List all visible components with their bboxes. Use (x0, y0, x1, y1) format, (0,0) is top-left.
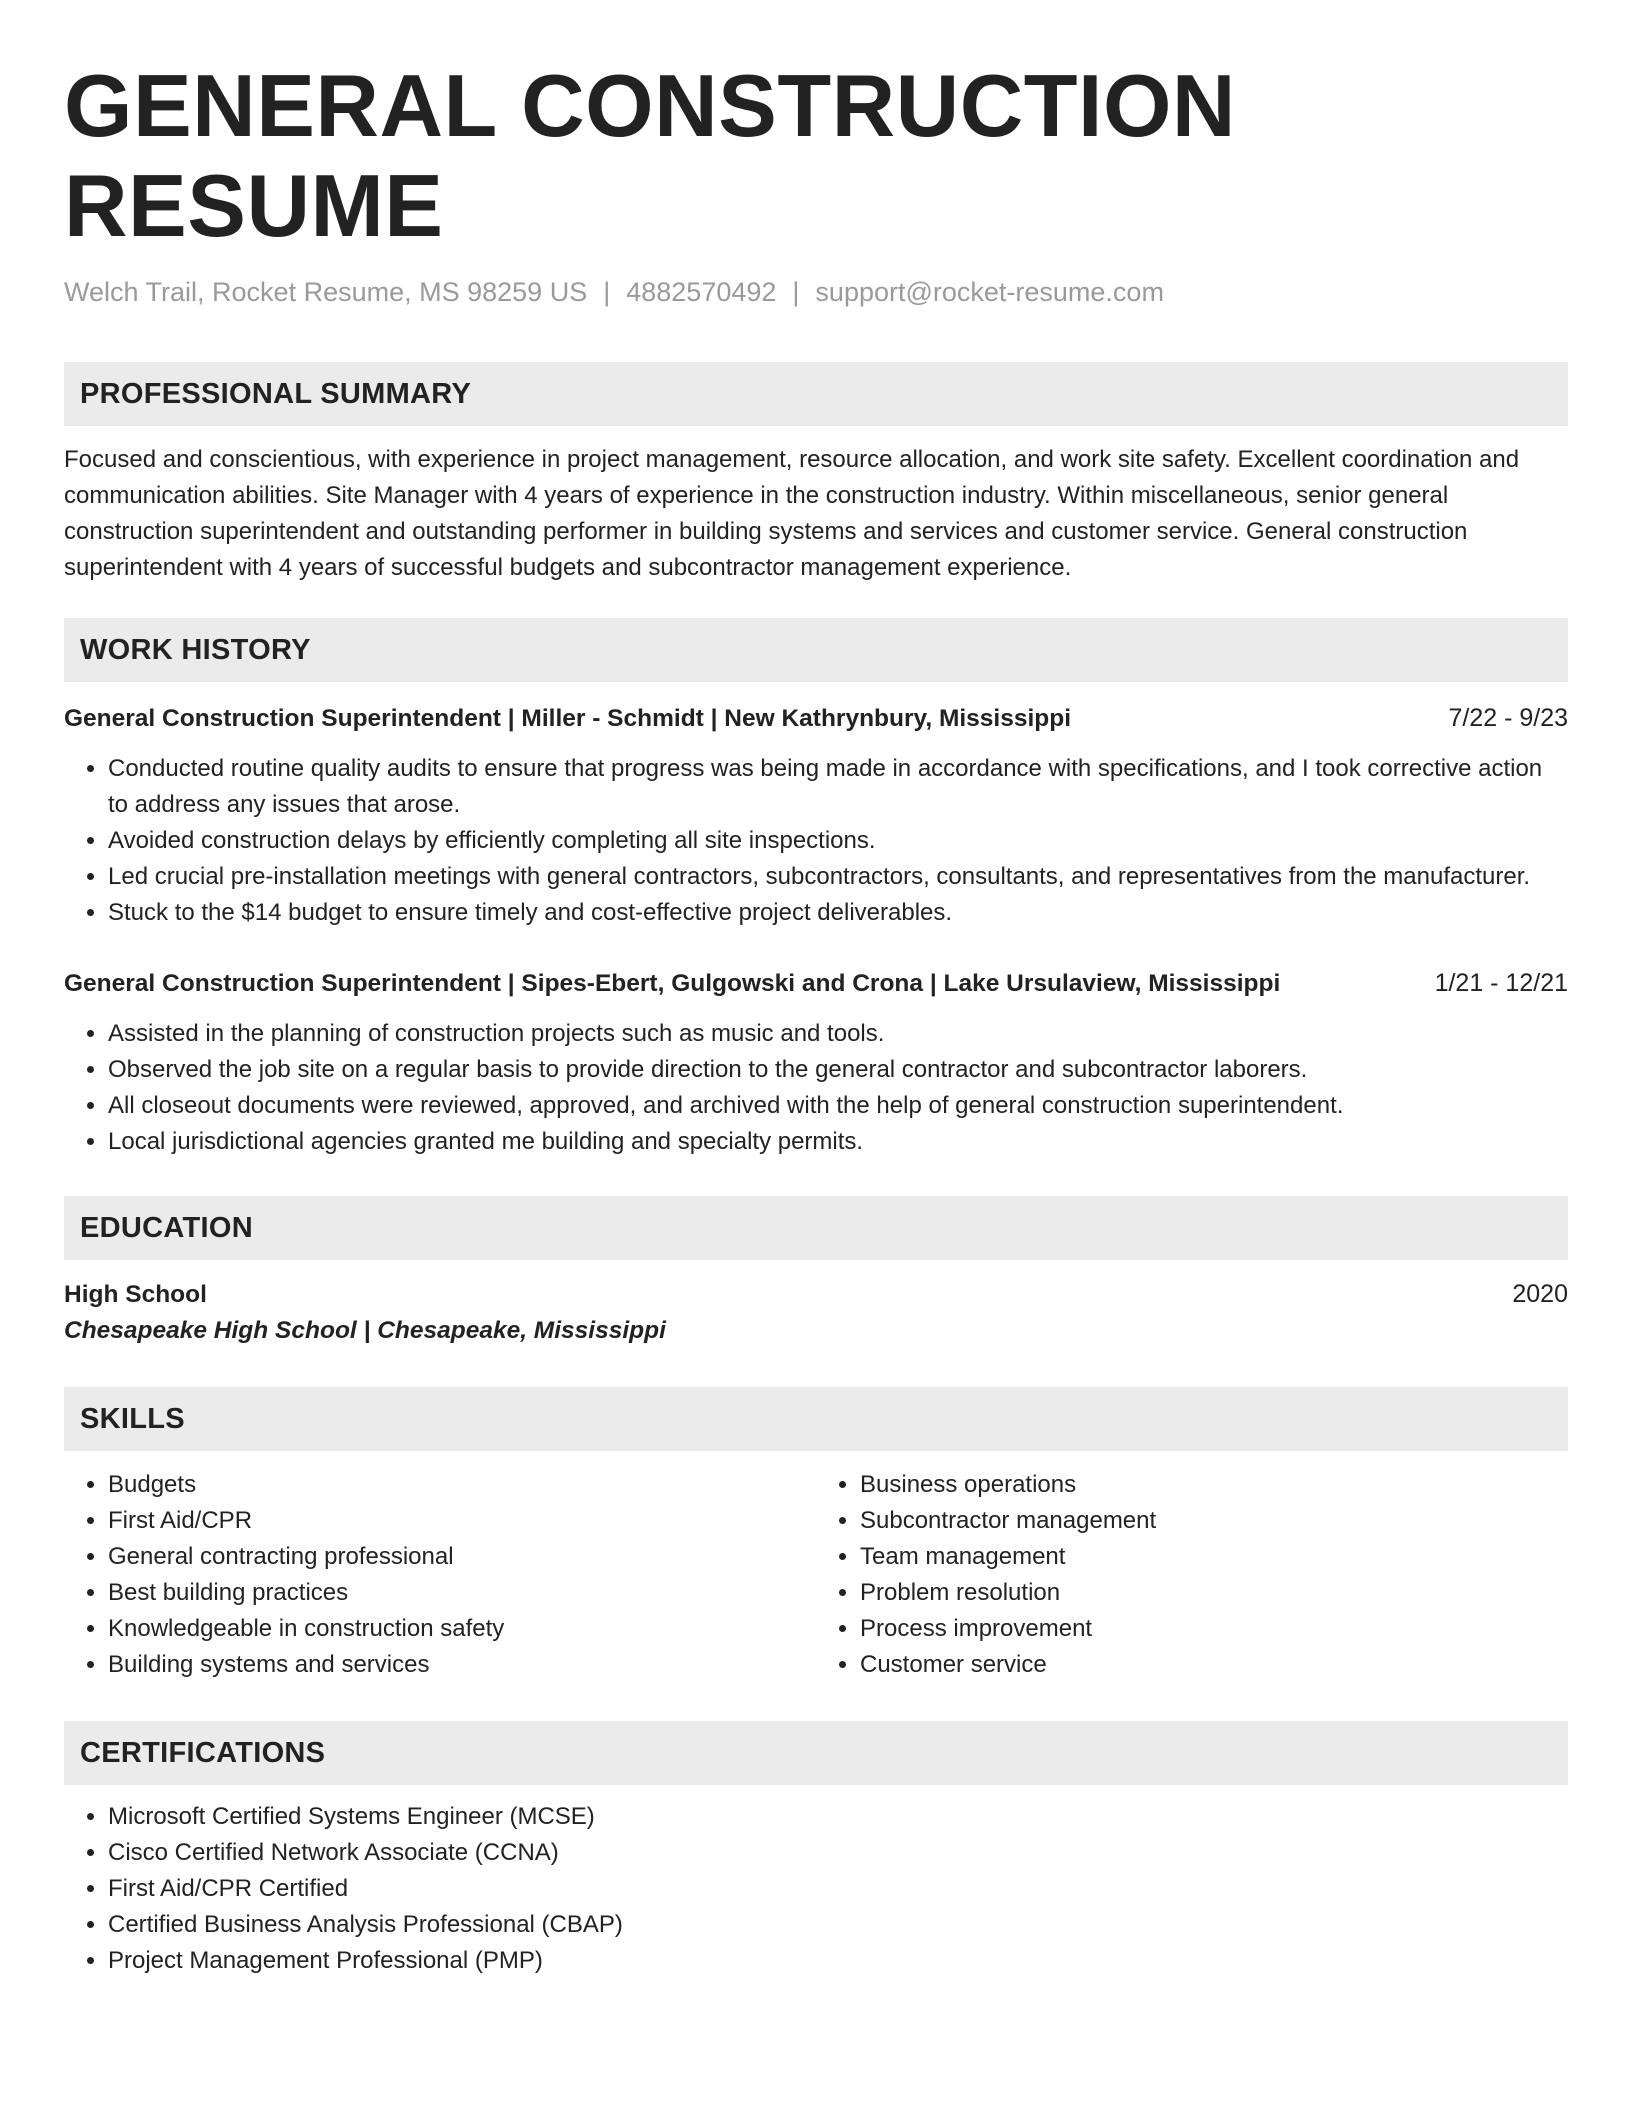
list-item: • Subcontractor management (860, 1503, 1568, 1539)
list-item: • Customer service (860, 1647, 1568, 1683)
job-bullets (64, 751, 1568, 931)
list-item: • All closeout documents were reviewed, approved, and archived with the help of general construction superintendent. (108, 1088, 1568, 1124)
list-item: • Best building practices (108, 1575, 816, 1611)
work-history-heading: WORK HISTORY (64, 618, 1568, 682)
job-bullets (64, 1016, 1568, 1160)
contact-address: Welch Trail, Rocket Resume, MS 98259 US (64, 277, 588, 307)
contact-line (64, 274, 1568, 310)
contact-phone: 4882570492 (626, 277, 777, 307)
education-row (64, 1276, 1568, 1313)
job-entry (64, 700, 1568, 931)
list-item: • Team management (860, 1539, 1568, 1575)
education-heading: EDUCATION (64, 1196, 1568, 1260)
list-item: • Problem resolution (860, 1575, 1568, 1611)
certifications-heading: CERTIFICATIONS (64, 1721, 1568, 1785)
list-item: • Avoided construction delays by efficiently completing all site inspections. (108, 823, 1568, 859)
education-year: 2020 (1512, 1280, 1568, 1308)
resume-title: GENERAL CONSTRUCTION RESUME (64, 56, 1236, 255)
list-item: • Knowledgeable in construction safety (108, 1611, 816, 1647)
summary-heading: PROFESSIONAL SUMMARY (64, 362, 1568, 426)
education-entry (64, 1276, 1568, 1349)
job-dates: 7/22 - 9/23 (1448, 704, 1568, 732)
job-dates: 1/21 - 12/21 (1434, 969, 1568, 997)
job-title-row (64, 700, 1568, 737)
skills-list-right (816, 1467, 1568, 1683)
job-title-row (64, 965, 1568, 1002)
list-item: • Local jurisdictional agencies granted me building and specialty permits. (108, 1124, 1568, 1160)
list-item: • Certified Business Analysis Professional (CBAP) (108, 1907, 1568, 1943)
list-item: • Cisco Certified Network Associate (CCNA) (108, 1835, 1568, 1871)
list-item: • First Aid/CPR (108, 1503, 816, 1539)
list-item: • Observed the job site on a regular basis to provide direction to the general contractor and subcontractor laborers. (108, 1052, 1568, 1088)
list-item: • Conducted routine quality audits to ensure that progress was being made in accordance with specifications, and I took corrective action to address any issues that arose. (108, 751, 1568, 823)
list-item: • Business operations (860, 1467, 1568, 1503)
certifications-list (64, 1799, 1568, 1979)
job-entry (64, 965, 1568, 1160)
skills-list-left (64, 1467, 816, 1683)
list-item: • Microsoft Certified Systems Engineer (MCSE) (108, 1799, 1568, 1835)
contact-separator: | (792, 277, 800, 307)
skills-columns (64, 1467, 1568, 1683)
list-item: • Led crucial pre-installation meetings with general contractors, subcontractors, consultants, and representatives from the manufacturer. (108, 859, 1568, 895)
list-item: • Building systems and services (108, 1647, 816, 1683)
skills-heading: SKILLS (64, 1387, 1568, 1451)
contact-separator: | (603, 277, 611, 307)
list-item: • Project Management Professional (PMP) (108, 1943, 1568, 1979)
list-item: • Process improvement (860, 1611, 1568, 1647)
list-item: • General contracting professional (108, 1539, 816, 1575)
list-item: • Stuck to the $14 budget to ensure timely and cost-effective project deliverables. (108, 895, 1568, 931)
education-school: Chesapeake High School | Chesapeake, Mississippi (64, 1317, 666, 1344)
list-item: • Assisted in the planning of construction projects such as music and tools. (108, 1016, 1568, 1052)
job-title: General Construction Superintendent | Miller - Schmidt | New Kathrynbury, Mississippi (64, 705, 1072, 732)
list-item: • Budgets (108, 1467, 816, 1503)
summary-text: Focused and conscientious, with experience in project management, resource allocation, and work site safety. Excellent coordination and communication abilities. Site Manager with 4 years of experience in the construction industry. Within miscellaneous, senior general construction superintendent and outstanding performer in building systems and services and customer service. General construction superintendent with 4 years of successful budgets and subcontractor management experience. (64, 446, 1520, 581)
job-title: General Construction Superintendent | Sipes-Ebert, Gulgowski and Crona | Lake Ursulaview, Mississippi (64, 970, 1281, 997)
education-degree: High School (64, 1281, 207, 1308)
contact-email: support@rocket-resume.com (815, 277, 1164, 307)
list-item: • First Aid/CPR Certified (108, 1871, 1568, 1907)
